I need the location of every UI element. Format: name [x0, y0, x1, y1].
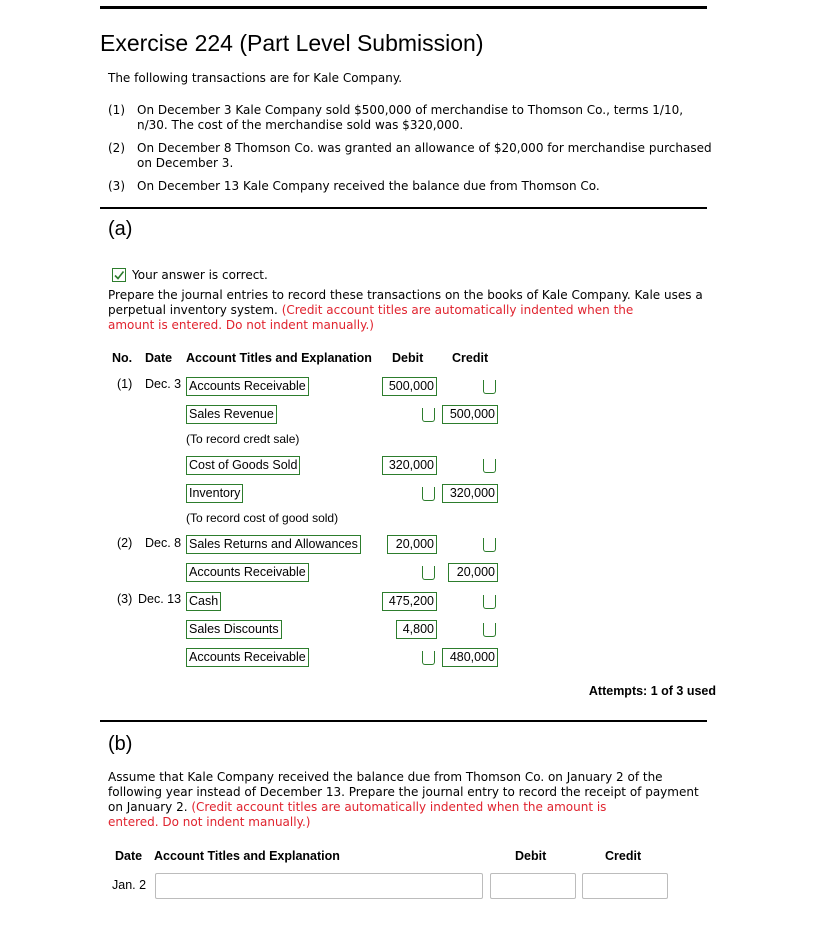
col-header-debit-b: Debit [515, 849, 547, 863]
transaction-3-line1: On December 13 Kale Company received the balance due from Thomson Co. [137, 179, 600, 193]
credit-amount-field-empty[interactable] [483, 459, 496, 473]
credit-amount-field-empty[interactable] [483, 595, 496, 609]
debit-amount-field[interactable]: 500,000 [382, 377, 437, 396]
credit-amount-field-empty[interactable] [483, 380, 496, 394]
entry-explanation: (To record credt sale) [186, 432, 300, 446]
credit-amount-field[interactable]: 320,000 [442, 484, 498, 503]
page-title: Exercise 224 (Part Level Submission) [100, 30, 484, 56]
section-divider-b [100, 720, 707, 722]
part-a-label: (a) [108, 218, 133, 240]
transaction-2-line1: On December 8 Thomson Co. was granted an allowance of $20,000 for merchandise purchased [137, 141, 712, 155]
credit-amount-input[interactable] [582, 873, 668, 899]
col-header-account-b: Account Titles and Explanation [154, 849, 340, 863]
debit-amount-field[interactable]: 475,200 [382, 592, 437, 611]
account-title-field[interactable]: Accounts Receivable [186, 648, 309, 667]
col-header-date-b: Date [115, 849, 143, 863]
entry-explanation: (To record cost of good sold) [186, 511, 339, 525]
col-header-credit-b: Credit [605, 849, 642, 863]
transaction-1-line1: On December 3 Kale Company sold $500,000 of merchandise to Thomson Co., terms 1/10, [137, 103, 684, 117]
part-b-label: (b) [108, 733, 133, 755]
credit-amount-field[interactable]: 20,000 [448, 563, 498, 582]
debit-amount-field-empty[interactable] [422, 408, 435, 422]
part-b-red-note-1: (Credit account titles are automatically indented when the amount is [191, 800, 607, 814]
account-title-field[interactable]: Accounts Receivable [186, 377, 309, 396]
account-title-field[interactable]: Cost of Goods Sold [186, 456, 300, 475]
entry-3-date: Dec. 13 [138, 592, 182, 606]
debit-amount-field-empty[interactable] [422, 651, 435, 665]
account-title-field[interactable]: Sales Revenue [186, 405, 277, 424]
credit-amount-field-empty[interactable] [483, 623, 496, 637]
entry-2-number: (2) [117, 536, 133, 550]
answer-status: Your answer is correct. [132, 268, 268, 282]
part-a-instruction-line2: perpetual inventory system. (Credit account titles are automatically indented when the [108, 303, 634, 317]
credit-amount-field[interactable]: 500,000 [442, 405, 498, 424]
part-b-red-note-2: entered. Do not indent manually.) [108, 815, 311, 829]
part-b-instruction-line2: following year instead of December 13. Prepare the journal entry to record the receipt of payment [108, 785, 699, 799]
entry-2-date: Dec. 8 [145, 536, 182, 550]
account-title-input[interactable] [155, 873, 483, 899]
debit-amount-field[interactable]: 20,000 [387, 535, 437, 554]
part-b-instruction-line1: Assume that Kale Company received the balance due from Thomson Co. on January 2 of the [108, 770, 663, 784]
transaction-3-num: (3) [108, 179, 125, 193]
part-a-instruction-line1: Prepare the journal entries to record these transactions on the books of Kale Company. Kale uses a [108, 288, 703, 302]
account-title-field[interactable]: Sales Discounts [186, 620, 282, 639]
debit-amount-field-empty[interactable] [422, 487, 435, 501]
col-header-date: Date [145, 351, 173, 365]
col-header-no: No. [112, 351, 133, 365]
debit-amount-field-empty[interactable] [422, 566, 435, 580]
section-divider-a [100, 207, 707, 209]
attempts-counter: Attempts: 1 of 3 used [588, 684, 716, 698]
transaction-2-num: (2) [108, 141, 125, 155]
entry-1-date: Dec. 3 [145, 377, 182, 391]
intro-text: The following transactions are for Kale Company. [108, 71, 403, 85]
correct-check-icon [112, 268, 126, 282]
credit-amount-field[interactable]: 480,000 [442, 648, 498, 667]
debit-amount-input[interactable] [490, 873, 576, 899]
part-b-date: Jan. 2 [112, 878, 147, 892]
part-a-red-note-2: amount is entered. Do not indent manually.) [108, 318, 374, 332]
credit-amount-field-empty[interactable] [483, 538, 496, 552]
col-header-credit: Credit [452, 351, 489, 365]
debit-amount-field[interactable]: 4,800 [396, 620, 437, 639]
entry-3-number: (3) [117, 592, 133, 606]
col-header-account: Account Titles and Explanation [186, 351, 372, 365]
debit-amount-field[interactable]: 320,000 [382, 456, 437, 475]
part-b-instruction-line3: on January 2. (Credit account titles are automatically indented when the amount is [108, 800, 607, 814]
account-title-field[interactable]: Inventory [186, 484, 243, 503]
transaction-1-num: (1) [108, 103, 125, 117]
col-header-debit: Debit [392, 351, 424, 365]
top-rule [100, 6, 707, 9]
transaction-2-line2: on December 3. [137, 156, 234, 170]
account-title-field[interactable]: Accounts Receivable [186, 563, 309, 582]
account-title-field[interactable]: Sales Returns and Allowances [186, 535, 361, 554]
part-a-red-note-1: (Credit account titles are automatically indented when the [281, 303, 634, 317]
entry-1-number: (1) [117, 377, 133, 391]
account-title-field[interactable]: Cash [186, 592, 221, 611]
transaction-1-line2: n/30. The cost of the merchandise sold was $320,000. [137, 118, 464, 132]
